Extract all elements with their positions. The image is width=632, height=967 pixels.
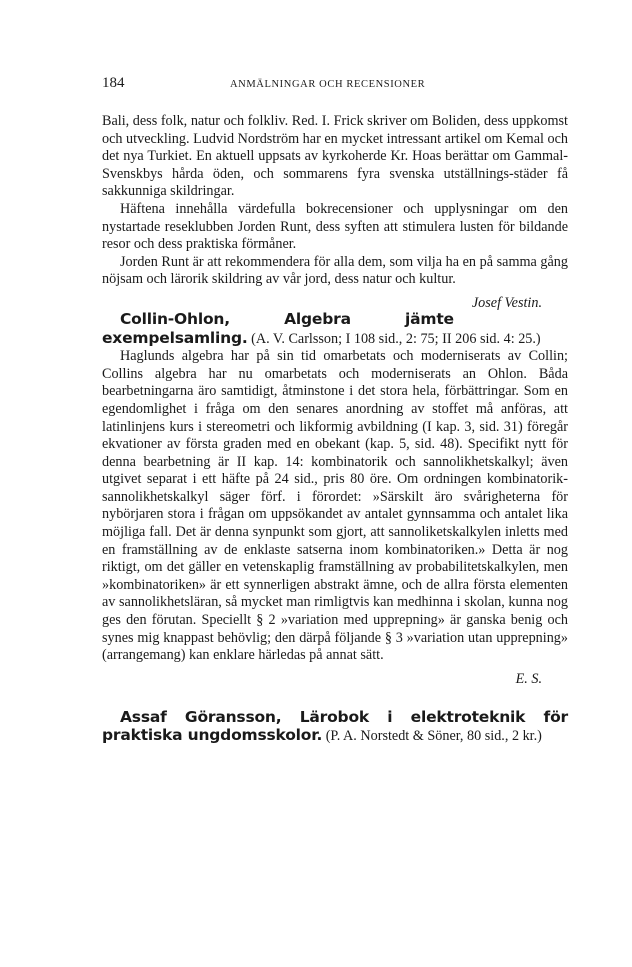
review2-title: Collin-Ohlon, Algebra jämte exempelsamling. [102, 309, 454, 347]
review3-heading [102, 709, 568, 746]
review1-signature: Josef Vestin. [471, 294, 542, 311]
page-body [102, 113, 568, 746]
review1-paragraph-1: Bali, dess folk, natur och folkliv. Red. I. Frick skriver om Boliden, dess uppkomst och utveckling. Ludvid Nordström har en mycket intressant artikel om Kemal och det nya Turkiet. En aktuell uppsats av kyrkoherde Kr. Hoas berättar om Gammal-Svenskbys hårda öden, och sommarens fyra svenska utställnings-städer få sakkunniga skildringar. [102, 113, 568, 200]
review2-body: Haglunds algebra har på sin tid omarbetats och moderniserats av Collin; Collins algebra har nu omarbetats och moderniserats an Ohlon. Båda bearbetningarna äro samtidigt, åtminstone i det stora hela, förbättringar. Som en egendomlighet i fråga om den senares anordning av stoffet må anföras, att latinlinjens kurs i stereometri och likformig avbildning (I kap. 3, sid. 31) föregår ekvationer av första graden med en obekant (kap. 5, sid. 48). Specifikt nytt för denna bearbetning är II kap. 14: kombinatorik och sannolikhetskalkyl; även utgivet separat i ett häfte på 24 sid., pris 80 öre. Om ordningen kombinatorik-sannolikhetskalkyl säger förf. i förordet: »Särskilt äro svårigheterna för nybörjaren stora i frågan om uppsökandet av antalet gynnsamma och antalet lika möjliga fall. Det är denna synpunkt som gjort, att sannoliketskalkylen inletts med en framställning av de enklaste satserna inom kombinatoriken.» Detta är nog riktigt, om det gäller en vetenskaplig framställning av probabilitetskalkylen, men »kombinatoriken» är ett synnerligen abstrakt ämne, och de allra första elementen av sannolikhetsläran, så mycket man rimligtvis kan medhinna i skolan, kunna nog ges den förutan. Speciellt § 2 »variation med upprepning» är ganska benig och synes mig knappast behövlig; den därpå följande § 3 »variation utan upprepning» (arrangemang) kan enklare härledas på annat sätt. [102, 348, 568, 664]
review2-signature: E. S. [515, 670, 542, 687]
review-section-1 [102, 113, 568, 311]
review1-paragraph-3 [102, 253, 568, 311]
review1-paragraph-3-text: Jorden Runt är att rekommendera för alla dem, som vilja ha en på samma gång nöjsam och lärorik skildring av vår jord, dess natur och kultur. [102, 253, 568, 288]
review2-signature-row [102, 665, 568, 695]
review2-heading [102, 311, 568, 348]
review3-title: Assaf Göransson, Lärobok i elektroteknik för praktiska ungdomsskolor. [102, 707, 568, 745]
review1-paragraph-2: Häftena innehålla värdefulla bokrecensioner och upplysningar om den nystartade reseklubben Jorden Runt, dess syften att stimulera lusten för bildande resor och dess praktiska förmåner. [102, 200, 568, 253]
review-section-3 [102, 709, 568, 746]
review3-meta: (P. A. Norstedt & Söner, 80 sid., 2 kr.) [325, 728, 542, 745]
review2-meta: (A. V. Carlsson; I 108 sid., 2: 75; II 206 sid. 4: 25.) [251, 330, 541, 347]
review-section-2 [102, 311, 568, 695]
page-number: 184 [102, 75, 125, 91]
running-title: ANMÄLNINGAR OCH RECENSIONER [230, 79, 426, 90]
